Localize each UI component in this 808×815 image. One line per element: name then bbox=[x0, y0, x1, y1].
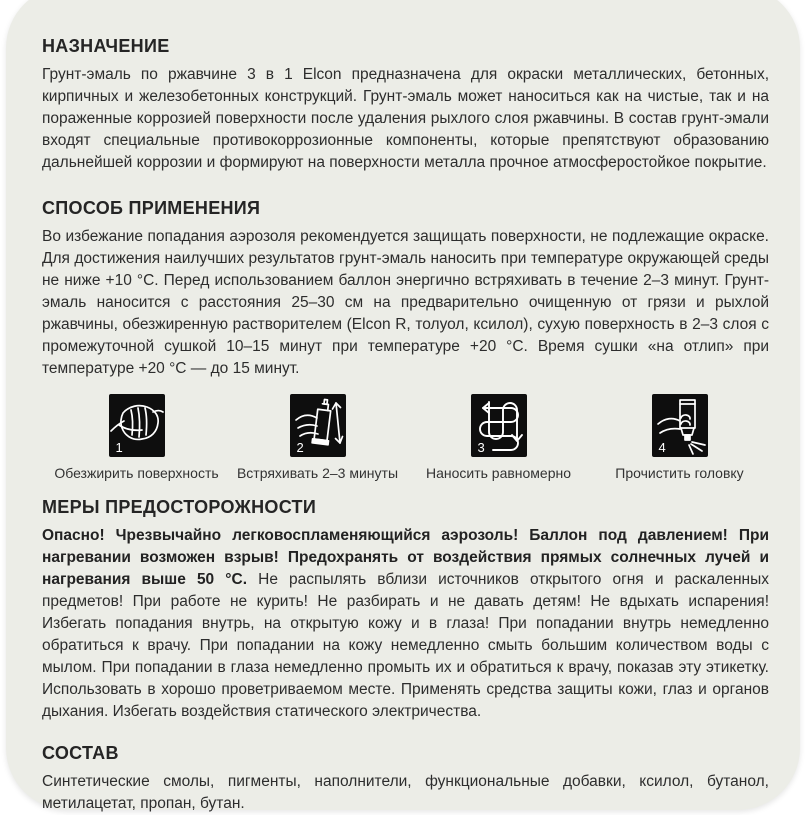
degrease-hand-icon bbox=[109, 394, 165, 457]
label-card bbox=[6, 0, 800, 810]
section-composition bbox=[42, 743, 769, 815]
pictogram-step-1 bbox=[46, 394, 227, 481]
pictogram-caption: Прочистить головку bbox=[615, 465, 744, 481]
pictogram-number: 3 bbox=[477, 440, 485, 455]
pictogram-step-3 bbox=[408, 394, 589, 481]
apply-evenly-icon bbox=[471, 394, 527, 457]
pictogram-caption: Встряхивать 2–3 минуты bbox=[236, 465, 399, 481]
shake-can-icon bbox=[290, 394, 346, 457]
application-body: Во избежание попадания аэрозоля рекомендуется защищать поверхности, не подлежащие окраске. Для достижения наилучших результатов грунт-эмаль наносить при температуре окружающей среды не ниже +10 °C. Перед использованием баллон энергично встряхивать в течение 2–3 минут. Грунт-эмаль наносится с расстояния 25–30 см на предварительно очищенную от грязи и рыхлой ржавчины, обезжиренную растворителем (Elcon R, толуол, ксилол), сухую поверхность в 2–3 слоя с промежуточной сушкой 10–15 минут при температуре +20 °C. Время сушки «на отлип» при температуре +20 °C — до 15 минут. bbox=[42, 228, 769, 377]
purpose-heading: НАЗНАЧЕНИЕ bbox=[42, 36, 170, 56]
clean-nozzle-icon bbox=[652, 394, 708, 457]
composition-body: Синтетические смолы, пигменты, наполнители, функциональные добавки, ксилол, бутанол, метилацетат, пропан, бутан. bbox=[42, 773, 769, 812]
pictogram-number: 4 bbox=[658, 440, 666, 455]
section-application bbox=[42, 198, 769, 380]
section-purpose bbox=[42, 36, 769, 174]
composition-heading: СОСТАВ bbox=[42, 743, 119, 763]
precautions-heading: МЕРЫ ПРЕДОСТОРОЖНОСТИ bbox=[42, 497, 317, 517]
precautions-bold-lead: Опасно! Чрезвычайно легковоспламеняющийся аэрозоль! Баллон под давлением! При нагревании возможен взрыв! Предохранять от воздействия прямых солнечных лучей и нагревания выше 50 °C. bbox=[42, 527, 769, 588]
pictogram-number: 2 bbox=[296, 440, 304, 455]
pictogram-caption: Наносить равномерно bbox=[425, 465, 572, 481]
precautions-body bbox=[42, 525, 769, 723]
pictogram-step-4 bbox=[589, 394, 770, 481]
section-precautions bbox=[42, 497, 769, 723]
purpose-body: Грунт-эмаль по ржавчине 3 в 1 Elcon предназначена для окраски металлических, бетонных, кирпичных и железобетонных конструкций. Грунт-эмаль может наноситься как на чистые, так и на пораженные коррозией поверхности после удаления рыхлого слоя ржавчины. В состав грунт-эмали входят специальные противокоррозионные компоненты, которые препятствуют образованию дальнейшей коррозии и формируют на поверхности металла прочное атмосферостойкое покрытие. bbox=[42, 66, 769, 171]
application-heading: СПОСОБ ПРИМЕНЕНИЯ bbox=[42, 198, 261, 218]
precautions-rest: Не распылять вблизи источников открытого огня и раскаленных предметов! При работе не курить! Не разбирать и не давать детям! Не вдыхать испарения! Избегать попадания внутрь, на открытую кожу и в глаза! При попадании внутрь немедленно обратиться к врачу. При попадании на кожу немедленно смыть большим количеством воды с мылом. При попадании в глаза немедленно промыть их и обратиться к врачу, показав эту этикетку. Использовать в хорошо проветриваемом месте. Применять средства защиты кожи, глаз и органов дыхания. Избегать воздействия статического электричества. bbox=[42, 571, 769, 720]
pictogram-number: 1 bbox=[115, 440, 123, 455]
pictogram-row bbox=[46, 394, 765, 481]
pictogram-caption: Обезжирить поверхность bbox=[54, 465, 219, 481]
pictogram-step-2 bbox=[227, 394, 408, 481]
